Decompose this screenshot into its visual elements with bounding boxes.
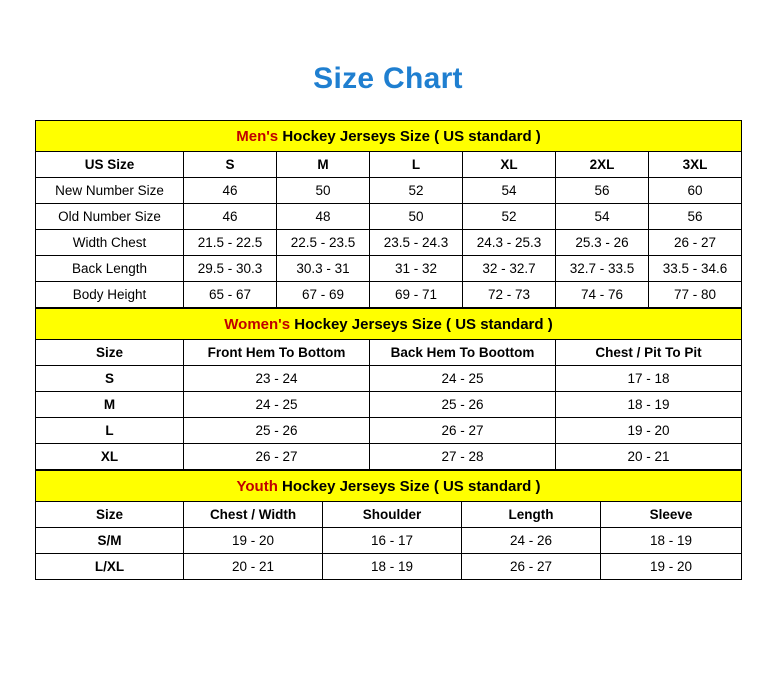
- mens-size-table: [35, 120, 742, 308]
- mens-cell: 30.3 - 31: [277, 256, 370, 282]
- mens-cell: 72 - 73: [463, 282, 556, 308]
- page-title: Size Chart: [313, 62, 463, 95]
- mens-cell: 54: [556, 204, 649, 230]
- womens-row-label: L: [36, 418, 184, 444]
- youth-header-cell: Shoulder: [323, 502, 462, 528]
- mens-cell: 50: [370, 204, 463, 230]
- mens-row-label: Old Number Size: [36, 204, 184, 230]
- youth-header-cell: Chest / Width: [184, 502, 323, 528]
- mens-header-cell: US Size: [36, 152, 184, 178]
- youth-cell: 26 - 27: [462, 554, 601, 580]
- youth-header-cell: Length: [462, 502, 601, 528]
- size-tables-container: [35, 120, 741, 580]
- womens-row-label: M: [36, 392, 184, 418]
- mens-cell: 29.5 - 30.3: [184, 256, 277, 282]
- mens-cell: 32.7 - 33.5: [556, 256, 649, 282]
- youth-band-accent: Youth: [236, 477, 278, 495]
- womens-cell: 26 - 27: [184, 444, 370, 470]
- mens-header-cell: S: [184, 152, 277, 178]
- mens-cell: 67 - 69: [277, 282, 370, 308]
- mens-cell: 56: [556, 178, 649, 204]
- mens-cell: 77 - 80: [649, 282, 742, 308]
- womens-cell: 26 - 27: [370, 418, 556, 444]
- womens-header-cell: Front Hem To Bottom: [184, 340, 370, 366]
- mens-band-title: [36, 121, 742, 152]
- table-header-row: [36, 502, 742, 528]
- table-row: [36, 528, 742, 554]
- youth-size-table: [35, 470, 742, 580]
- mens-cell: 52: [463, 204, 556, 230]
- womens-cell: 20 - 21: [556, 444, 742, 470]
- mens-cell: 22.5 - 23.5: [277, 230, 370, 256]
- youth-header-cell: Sleeve: [601, 502, 742, 528]
- table-band-row: [36, 121, 742, 152]
- table-header-row: [36, 152, 742, 178]
- womens-cell: 25 - 26: [184, 418, 370, 444]
- mens-cell: 26 - 27: [649, 230, 742, 256]
- mens-header-cell: 2XL: [556, 152, 649, 178]
- mens-row-label: Width Chest: [36, 230, 184, 256]
- mens-cell: 31 - 32: [370, 256, 463, 282]
- table-row: [36, 418, 742, 444]
- mens-header-cell: L: [370, 152, 463, 178]
- youth-cell: 20 - 21: [184, 554, 323, 580]
- mens-row-label: Body Height: [36, 282, 184, 308]
- mens-header-cell: 3XL: [649, 152, 742, 178]
- mens-cell: 74 - 76: [556, 282, 649, 308]
- mens-cell: 25.3 - 26: [556, 230, 649, 256]
- youth-row-label: S/M: [36, 528, 184, 554]
- youth-band-rest: Hockey Jerseys Size ( US standard ): [277, 477, 541, 495]
- mens-cell: 56: [649, 204, 742, 230]
- mens-cell: 52: [370, 178, 463, 204]
- womens-band-accent: Women's: [224, 315, 291, 333]
- table-row: [36, 366, 742, 392]
- youth-cell: 19 - 20: [601, 554, 742, 580]
- mens-cell: 46: [184, 204, 277, 230]
- womens-cell: 24 - 25: [184, 392, 370, 418]
- mens-cell: 48: [277, 204, 370, 230]
- youth-band-title: [36, 471, 742, 502]
- mens-cell: 65 - 67: [184, 282, 277, 308]
- womens-header-cell: Size: [36, 340, 184, 366]
- womens-band-title: [36, 309, 742, 340]
- mens-cell: 32 - 32.7: [463, 256, 556, 282]
- mens-cell: 50: [277, 178, 370, 204]
- womens-size-table: [35, 308, 742, 470]
- table-row: [36, 554, 742, 580]
- mens-header-cell: XL: [463, 152, 556, 178]
- mens-cell: 69 - 71: [370, 282, 463, 308]
- womens-band-rest: Hockey Jerseys Size ( US standard ): [290, 315, 553, 333]
- mens-cell: 60: [649, 178, 742, 204]
- mens-cell: 46: [184, 178, 277, 204]
- mens-band-accent: Men's: [236, 127, 279, 145]
- womens-cell: 18 - 19: [556, 392, 742, 418]
- mens-cell: 23.5 - 24.3: [370, 230, 463, 256]
- womens-header-cell: Chest / Pit To Pit: [556, 340, 742, 366]
- table-row: [36, 230, 742, 256]
- table-header-row: [36, 340, 742, 366]
- mens-cell: 54: [463, 178, 556, 204]
- table-row: [36, 178, 742, 204]
- mens-cell: 21.5 - 22.5: [184, 230, 277, 256]
- mens-row-label: Back Length: [36, 256, 184, 282]
- womens-cell: 25 - 26: [370, 392, 556, 418]
- womens-cell: 27 - 28: [370, 444, 556, 470]
- youth-cell: 18 - 19: [601, 528, 742, 554]
- mens-cell: 33.5 - 34.6: [649, 256, 742, 282]
- womens-cell: 23 - 24: [184, 366, 370, 392]
- youth-cell: 19 - 20: [184, 528, 323, 554]
- table-row: [36, 204, 742, 230]
- womens-row-label: XL: [36, 444, 184, 470]
- table-row: [36, 256, 742, 282]
- mens-header-cell: M: [277, 152, 370, 178]
- mens-cell: 24.3 - 25.3: [463, 230, 556, 256]
- youth-cell: 24 - 26: [462, 528, 601, 554]
- womens-header-cell: Back Hem To Boottom: [370, 340, 556, 366]
- womens-row-label: S: [36, 366, 184, 392]
- youth-header-cell: Size: [36, 502, 184, 528]
- table-band-row: [36, 471, 742, 502]
- table-band-row: [36, 309, 742, 340]
- table-row: [36, 282, 742, 308]
- table-row: [36, 444, 742, 470]
- womens-cell: 17 - 18: [556, 366, 742, 392]
- mens-band-rest: Hockey Jerseys Size ( US standard ): [278, 127, 541, 145]
- mens-row-label: New Number Size: [36, 178, 184, 204]
- youth-row-label: L/XL: [36, 554, 184, 580]
- youth-cell: 16 - 17: [323, 528, 462, 554]
- womens-cell: 19 - 20: [556, 418, 742, 444]
- youth-cell: 18 - 19: [323, 554, 462, 580]
- womens-cell: 24 - 25: [370, 366, 556, 392]
- table-row: [36, 392, 742, 418]
